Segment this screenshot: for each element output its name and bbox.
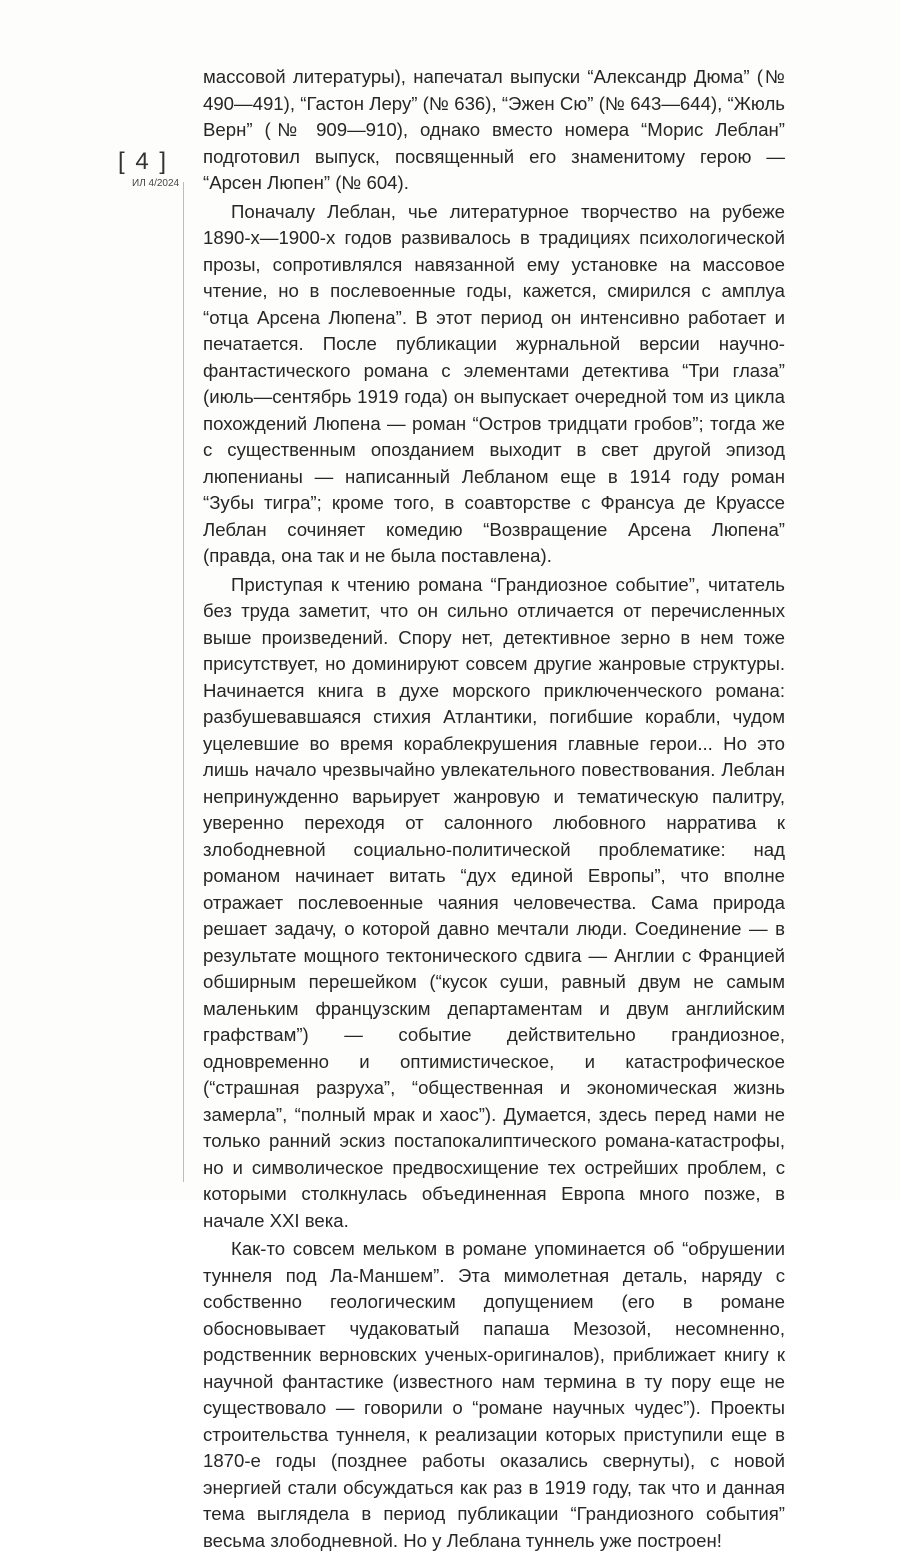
- paragraph-continuation: массовой литературы), напечатал выпуски “Александр Дюма” (№ 490—491), “Гастон Леру” (№ 636), “Эжен Сю” (№ 643—644), “Жюль Верн” (№ 909—910), однако вместо номера “Морис Леблан” подготовил выпуск, посвященный его знаменитому герою — “Арсен Люпен” (№ 604).: [203, 66, 785, 193]
- margin-divider-line: [183, 182, 184, 1182]
- paragraph: Как-то совсем мельком в романе упоминается об “обрушении туннеля под Ла-Маншем”. Эта мимолетная деталь, наряду с собственно геологическим допущением (его в романе обосновывает чудаковатый папаша Мезозой, несомненно, родственник верновских ученых-оригиналов), приближает книгу к научной фантастике (известного нам термина в ту пору еще не существовало — говорили о “романе научных чудес”). Проекты строительства туннеля, к реализации которых приступили еще в 1870-е годы (позднее работы оказались свернуты), с новой энергией стали обсуждаться как раз в 1919 году, так что и данная тема выглядела в период публикации “Грандиозного события” весьма злободневной. Но у Леблана туннель уже построен!: [203, 1238, 785, 1551]
- page-margin-info: [118, 148, 188, 190]
- journal-issue-label: ИЛ 4/2024: [132, 178, 180, 189]
- page-number: [ 4 ]: [118, 148, 169, 175]
- paragraph: Поначалу Леблан, чье литературное творчество на рубеже 1890-х—1900-х годов развивалось в традициях психологической прозы, сопротивлялся навязанной ему установке на массовое чтение, но в послевоенные годы, кажется, смирился с амплуа “отца Арсена Люпена”. В этот период он интенсивно работает и печатается. После публикации журнальной версии научно-фантастического романа с элементами детектива “Три глаза” (июль—сентябрь 1919 года) он выпускает очередной том из цикла похождений Люпена — роман “Остров тридцати гробов”; тогда же с существенным опозданием выходит в свет другой эпизод люпенианы — написанный Лебланом еще в 1914 году роман “Зубы тигра”; кроме того, в соавторстве с Франсуа де Круассе Леблан сочиняет комедию “Возвращение Арсена Люпена” (правда, она так и не была поставлена).: [203, 200, 785, 566]
- paragraph: Приступая к чтению романа “Грандиозное событие”, читатель без труда заметит, что он сильно отличается от перечисленных выше произведений. Спору нет, детективное зерно в нем тоже присутствует, но доминируют совсем другие жанровые структуры. Начинается книга в духе морского приключенческого романа: разбушевавшаяся стихия Атлантики, погибшие корабли, чудом уцелевшие во время кораблекрушения главные герои... Но это лишь начало чрезвычайно увлекательного повествования. Леблан непринужденно варьирует жанровую и тематическую палитру, уверенно переходя от салонного любовного нарратива к злободневной социально-политической проблематике: над романом начинает витать “дух единой Европы”, что вполне отражает послевоенные чаяния человечества. Сама природа решает задачу, о которой давно мечтали люди. Соединение — в результате мощного тектонического сдвига — Англии с Францией обширным перешейком (“кусок суши, равный двум не самым маленьким французским департаментам и двум английским графствам”) — событие действительно грандиозное, одновременно и оптимистическое, и катастрофическое (“страшная разруха”, “общественная и экономическая жизнь замерла”, “полный мрак и хаос”). Думается, здесь перед нами не только ранний эскиз постапокалиптического романа-катастрофы, но и символическое предвосхищение тех острейших проблем, с которыми столкнулась объединенная Европа много позже, в начале XXI века.: [203, 573, 785, 1231]
- article-text: [203, 64, 785, 1554]
